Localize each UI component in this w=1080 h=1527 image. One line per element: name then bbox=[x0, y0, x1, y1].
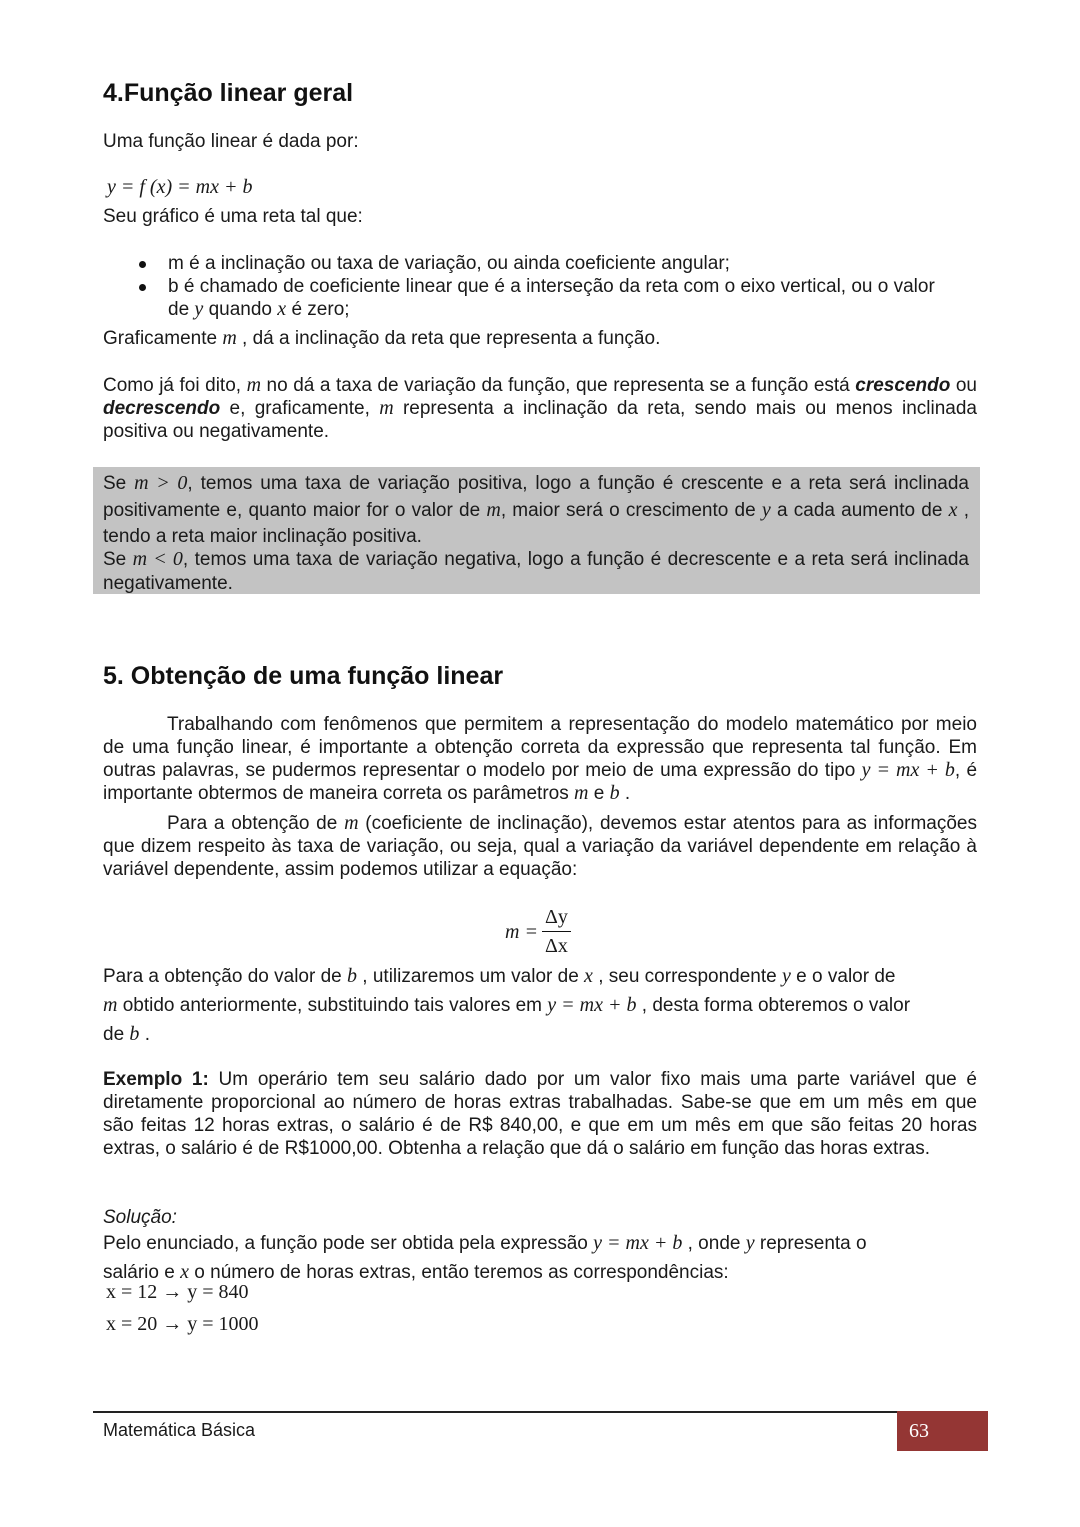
list-item: m é a inclinação ou taxa de variação, ou ainda coeficiente angular; bbox=[103, 252, 983, 275]
highlight-box bbox=[93, 467, 980, 594]
page-number: 63 bbox=[897, 1411, 988, 1451]
graficamente-text: Graficamente m , dá a inclinação da reta que representa a função. bbox=[103, 327, 661, 349]
negative-slope-text: Se m < 0, temos uma taxa de variação negativa, logo a função é decrescente e a reta será inclinada negativamente. bbox=[103, 548, 970, 594]
intro-text: Uma função linear é dada por: bbox=[103, 131, 359, 152]
section-5-paragraph-1: Trabalhando com fenômenos que permitem a representação do modelo matemático por meio de uma função linear, é importante a obtenção correta da expressão que representa tal função. Em outras palavras, se pudermos representar o modelo por meio de uma expressão do tipo y = mx + b, é importante obtermos de maneira correta os parâmetros m e b . bbox=[103, 714, 978, 804]
section-5-title: 5. Obtenção de uma função linear bbox=[103, 662, 504, 690]
list-item: b é chamado de coeficiente linear que é a interseção da reta com o eixo vertical, ou o valor de y quando x é zero; bbox=[103, 275, 983, 321]
section-5-paragraph-3: Para a obtenção do valor de b , utilizaremos um valor de x , seu correspondente y e o valor de m obtido anteriormente, substituindo tais valores em y = mx + b , desta forma obteremos o valor de b . bbox=[103, 965, 911, 1045]
correspondence-2: x = 20 → y = 1000 bbox=[106, 1313, 259, 1335]
slope-equation: m = $\frac{\Delta y}{\Delta x}$ bbox=[505, 906, 571, 958]
rate-explanation-paragraph: Como já foi dito, m no dá a taxa de variação da função, que representa se a função está crescendo ou decrescendo e, graficamente, m representa a inclinação da reta, sendo mais ou menos inclinada positiva ou negativamente. bbox=[103, 374, 978, 442]
linear-function-formula: y = f (x) = mx + b bbox=[107, 176, 253, 198]
section-4-title: 4.Função linear geral bbox=[103, 79, 354, 107]
example-1-paragraph: Exemplo 1: Um operário tem seu salário dado por um valor fixo mais uma parte variável que é diretamente proporcional ao número de horas extras trabalhadas. Sabe-se que em um mês em que são feitas 12 horas extras, o salário é de R$ 840,00, e que em um mês em que são feitas 20 horas extras, o salário é de R$1000,00. Obtenha a relação que dá o salário em função das horas extras. bbox=[103, 1069, 977, 1159]
slope-fraction: $\frac{\Delta y}{\Delta x}$ bbox=[542, 906, 571, 958]
solution-label: Solução: bbox=[103, 1207, 177, 1228]
example-label: Exemplo 1: bbox=[103, 1069, 209, 1090]
correspondence-1: x = 12 → y = 840 bbox=[106, 1281, 249, 1303]
solution-paragraph: Pelo enunciado, a função pode ser obtida pela expressão y = mx + b , onde y representa o salário e x o número de horas extras, então teremos as correspondências: bbox=[103, 1232, 867, 1283]
bullet-icon bbox=[139, 261, 146, 268]
graph-intro-text: Seu gráfico é uma reta tal que: bbox=[103, 206, 363, 227]
section-5-paragraph-2: Para a obtenção de m (coeficiente de inclinação), devemos estar atentos para as informações que dizem respeito às taxa de variação, ou seja, qual a variação da variável dependente em relação à variável dependente, assim podemos utilizar a equação: bbox=[103, 812, 977, 880]
footer-divider bbox=[93, 1411, 897, 1413]
properties-list bbox=[103, 252, 983, 321]
bullet-icon bbox=[139, 284, 146, 291]
footer-title: Matemática Básica bbox=[103, 1420, 256, 1440]
positive-slope-text: Se m > 0, temos uma taxa de variação positiva, logo a função é crescente e a reta será inclinada positivamente e, quanto maior for o valor de m, maior será o crescimento de y a cada aumento de x , tendo a reta maior inclinação positiva. bbox=[103, 472, 969, 547]
